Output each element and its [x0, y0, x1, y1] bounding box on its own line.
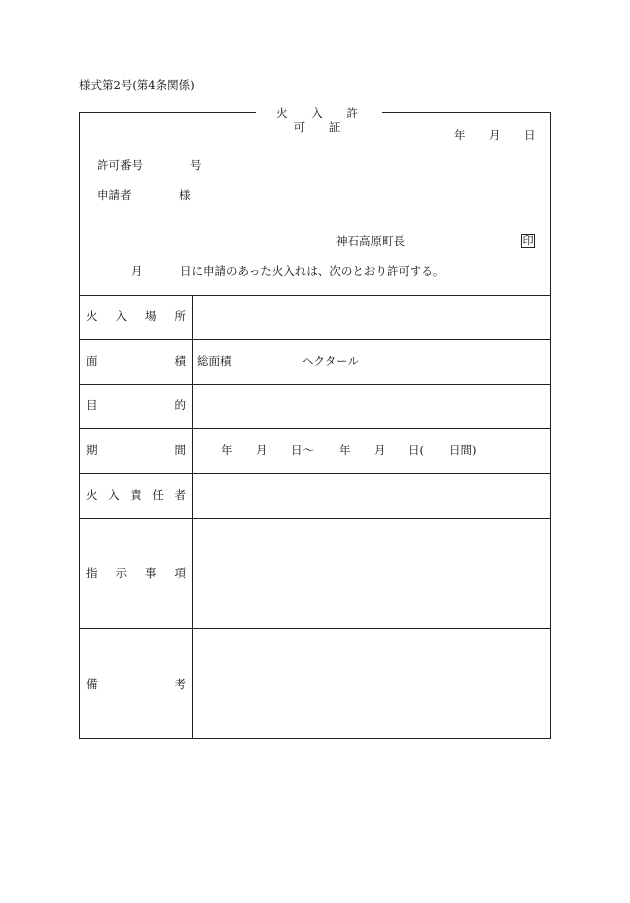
- row-label-area: 面 積: [86, 354, 186, 368]
- permission-statement: 日に申請のあった火入れは、次のとおり許可する。: [180, 264, 445, 278]
- applicant-label: 申請者: [97, 188, 132, 202]
- date-month-label: 月: [489, 128, 501, 142]
- row-label-instructions: 指 示 事 項: [86, 566, 186, 580]
- form-title: 火 入 許 可 証: [256, 106, 382, 120]
- period-start-year: 年: [221, 443, 233, 457]
- responsible-person-field[interactable]: [195, 474, 550, 517]
- row-label-responsible-person: 火 入 責 任 者: [86, 488, 186, 502]
- purpose-field[interactable]: [195, 385, 550, 428]
- area-unit: ヘクタール: [302, 354, 360, 368]
- row-label-remarks: 備 考: [86, 677, 186, 691]
- applicant-suffix: 様: [179, 188, 191, 202]
- form-reference: 様式第2号(第4条関係): [79, 78, 195, 92]
- row-label-period: 期 間: [86, 443, 186, 457]
- period-start-day: 日〜: [291, 443, 314, 457]
- date-day-label: 日: [524, 128, 536, 142]
- row-label-purpose: 目 的: [86, 398, 186, 412]
- permit-number-label: 許可番号: [97, 158, 143, 172]
- label-column-divider: [192, 295, 193, 739]
- location-field[interactable]: [195, 296, 550, 339]
- seal-mark: 印: [522, 234, 534, 247]
- row-label-location: 火 入 場 所: [86, 309, 186, 323]
- statement-month: 月: [131, 264, 143, 278]
- period-days: 日間): [449, 443, 477, 457]
- period-end-day: 日(: [408, 443, 424, 457]
- period-start-month: 月: [256, 443, 268, 457]
- issuer-name: 神石高原町長: [336, 234, 405, 248]
- period-end-month: 月: [374, 443, 386, 457]
- remarks-field[interactable]: [195, 629, 550, 738]
- total-area-label: 総面積: [197, 354, 232, 368]
- date-year-label: 年: [454, 128, 466, 142]
- permit-number-suffix: 号: [190, 158, 202, 172]
- row-divider: [79, 339, 551, 340]
- row-divider: [79, 428, 551, 429]
- instructions-field[interactable]: [195, 519, 550, 627]
- period-end-year: 年: [339, 443, 351, 457]
